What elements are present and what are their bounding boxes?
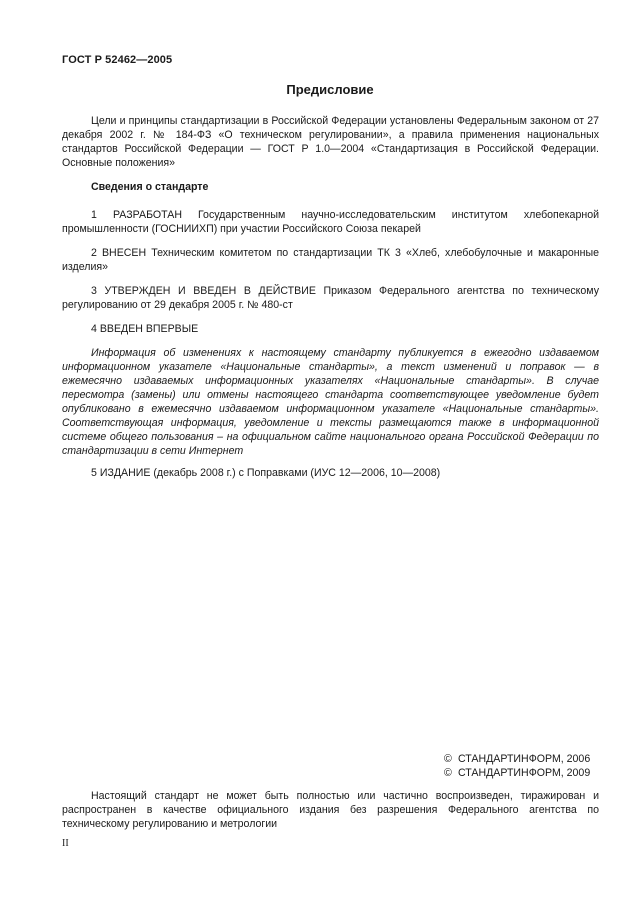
copyright-text: СТАНДАРТИНФОРМ, 2009	[458, 767, 591, 779]
item-edition: 5 ИЗДАНИЕ (декабрь 2008 г.) с Поправками (ИУС 12—2006, 10—2008)	[91, 467, 441, 479]
copyright-line-2009	[444, 766, 590, 780]
section-title: Предисловие	[286, 82, 374, 97]
item-submitted: 2 ВНЕСЕН Техническим комитетом по стандартизации ТК 3 «Хлеб, хлебобулочные и макаронные изделия»	[62, 247, 599, 273]
intro-paragraph: Цели и принципы стандартизации в Российской Федерации установлены Федеральным законом от 27 декабря 2002 г. № 184-ФЗ «О техническом регулировании», а правила применения национальных стандартов Российской Федерации — ГОСТ Р 1.0—2004 «Стандартизация в Российской Федерации. Основные положения»	[62, 115, 599, 169]
amendments-info-paragraph: Информация об изменениях к настоящему стандарту публикуется в ежегодно издаваемом информационном указателе «Национальные стандарты», а текст изменений и поправок — в ежемесячно издаваемых информационных указателях «Национальные стандарты». В случае пересмотра (замены) или отмены настоящего стандарта соответствующее уведомление будет опубликовано в ежемесячно издаваемом информационном указателе «Национальные стандарты». Соответствующая информация, уведомление и тексты размещаются также в информационной системе общего пользования – на официальном сайте национального органа Российской Федерации по стандартизации в сети Интернет	[62, 347, 599, 457]
copyright-symbol: ©	[444, 767, 452, 779]
item-developed: 1 РАЗРАБОТАН Государственным научно-исследовательским институтом хлебопекарной промышленности (ГОСНИИХП) при участии Российского Союза пекарей	[62, 209, 599, 235]
reproduction-notice: Настоящий стандарт не может быть полностью или частично воспроизведен, тиражирован и распространен в качестве официального издания без разрешения Федерального агентства по техническому регулированию и метрологии	[62, 790, 599, 830]
copyright-symbol: ©	[444, 753, 452, 765]
copyright-text: СТАНДАРТИНФОРМ, 2006	[458, 753, 591, 765]
document-id: ГОСТ Р 52462—2005	[62, 54, 173, 66]
item-approved: 3 УТВЕРЖДЕН И ВВЕДЕН В ДЕЙСТВИЕ Приказом Федерального агентства по техническому регулированию от 29 декабря 2005 г. № 480-ст	[62, 285, 599, 311]
info-heading: Сведения о стандарте	[91, 181, 209, 193]
page-number: II	[62, 838, 69, 849]
item-first-introduced: 4 ВВЕДЕН ВПЕРВЫЕ	[91, 323, 199, 335]
copyright-line-2006	[444, 752, 590, 766]
